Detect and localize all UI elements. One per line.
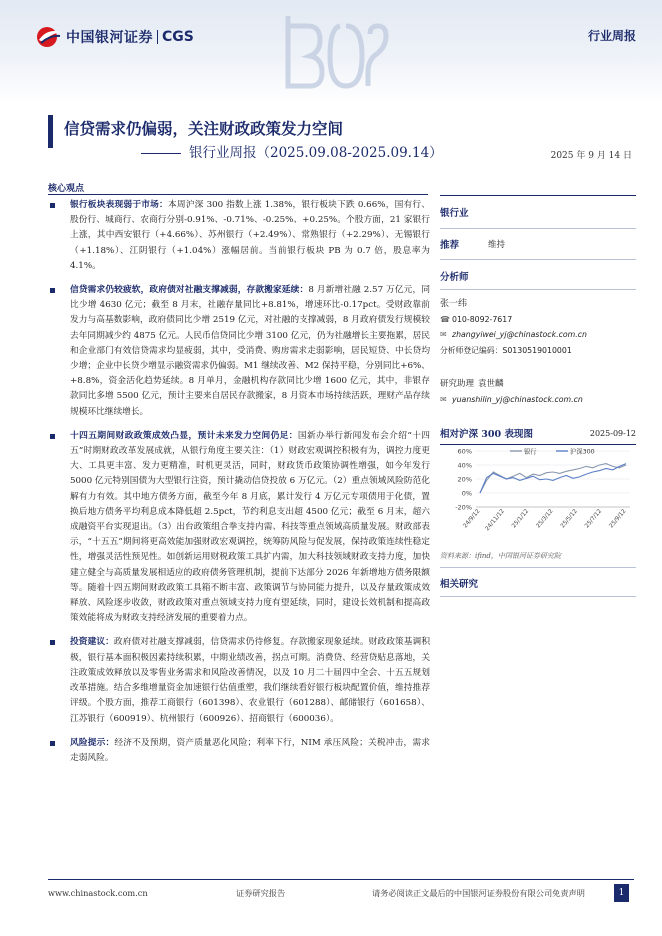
- assistant-email-row: [440, 395, 636, 404]
- bullet-lead: 信贷需求仍较疲软，政府债对社融支撑减弱，存款搬家延续：: [70, 285, 309, 296]
- chart-header: [440, 426, 636, 440]
- email-icon: ✉: [440, 395, 447, 404]
- core-views-list: [50, 198, 430, 775]
- phone-icon: ☎: [440, 315, 450, 324]
- analyst-email-row: [440, 330, 636, 339]
- chart-date: 2025-09-12: [589, 428, 636, 438]
- chart-y-tick-label: 40%: [457, 461, 472, 470]
- footer-doc-type: 证券研究报告: [236, 888, 286, 898]
- page-title: 信贷需求仍偏弱，关注财政政策发力空间: [64, 119, 344, 138]
- assistant-row: [440, 377, 636, 389]
- brand-separator: [157, 30, 158, 44]
- bullet-body: 政府债对社融支撑减弱，信贷需求仍待修复。存款搬家现象延续。财政政策基调积极，银行基本面积极因素持续积累，中期业绩改善，拐点可期。消费贷、经营贷贴息落地，关注政策成效释放以及零售业务需求和风险改善情况，以及 10 月二十届四中全会、十五五规划改革措施。结合多维增量资金加速银行估值重塑，我们继续看好银行板块配置价值，维持推荐评级。个股方面，推荐工商银行（601398）、农业银行（601288）、邮储银行（601658）、江苏银行（600919）、杭州银行（600926）、招商银行（600036）。: [70, 637, 431, 724]
- chart-source: 资料来源：ifind，中国银河证券研究院: [440, 552, 561, 560]
- chart-x-tick-label: 25/9/12: [608, 508, 628, 530]
- analyst-heading: 分析师: [440, 272, 469, 283]
- report-date: 2025 年 9 月 14 日: [550, 151, 632, 161]
- bullet-sector-performance: [50, 198, 430, 274]
- bullet-body: 国新办举行新闻发布会介绍“十四五”时期财政改革发展成就，从银行角度主要关注：（1）财政宏观调控积极有为，调控力度更大、工具更丰富、发力更精准，时机更灵活，同时，财政货币政策协调性增强，如今年发行 5000 亿元特别国债为大型银行注资，预计撬动信贷投放 6 万亿元。（2）重点领域风险防范化解有力有效。其中地方债务方面，截至今年 8 月底，累计发行 4 万亿元专项债用于化债，置换后地方债务平均利息成本降低超 2.5pct，节约利息支出超 4500 亿元；截至 6 月末，超六成融资平台实现退出。（3）出台政策组合拳支持内需、科技等重点领域高质量发展。财政部表示，“十五五”期间将更高效能加强财政宏观调控，统筹防风险与促发展，保持政策连续性稳定性，增强灵活性预见性。如创新运用财税政策工具扩内需，加大科技领域财政支持力度，加快建立健全与高质量发展相适应的政府债务管理机制，提前下达部分 2026 年新增地方债务限额等。随着十四五期间财政政策工具箱不断丰富、政策调节与协同能力提升，以及存量政策成效释放、风险逐步收敛，财政政策对重点领域支持力度有望延续，同时，建设长效机制和提高政策效能将成为财政支持经济发展的重要着力点。: [70, 430, 430, 624]
- footer-rule: [48, 879, 634, 880]
- chart-y-tick-label: 20%: [457, 475, 472, 484]
- core-views-heading: 核心观点: [48, 184, 85, 194]
- rating-row: [440, 237, 636, 251]
- bullet-credit-demand: [50, 283, 430, 420]
- brand-name-cn: 中国银河证券: [66, 30, 153, 46]
- sidebar-rule: [440, 596, 636, 597]
- chart-x-tick-label: 25/7/12: [584, 508, 604, 530]
- rating-value: 维持: [488, 240, 506, 250]
- industry-label: 银行业: [440, 208, 469, 219]
- bullet-investment-advice: [50, 635, 430, 726]
- footer-disclaimer: 请务必阅读正文最后的中国银河证券股份有限公司免责声明: [372, 888, 585, 898]
- brand-logo[interactable]: [36, 26, 194, 48]
- assistant-email[interactable]: yuanshilin_yj@chinastock.com.cn: [452, 395, 583, 404]
- report-type: 行业周报: [587, 29, 636, 43]
- chart-series-line-csi300: [480, 464, 626, 493]
- bullet-lead: 十四五期间财政政策成效凸显，预计未来发力空间仍足：: [70, 430, 298, 441]
- chart-x-tick-label: 25/5/12: [559, 508, 579, 530]
- chart-legend-label: 银行: [524, 448, 537, 456]
- chart-title: 相对沪深 300 表现图: [440, 429, 533, 440]
- bullet-body: 8 月新增社融 2.57 万亿元，同比少增 4630 亿元；截至 8 月末，社融存量同比+8.81%，增速环比-0.17pct。受财政靠前发力与高基数影响，政府债同比少增 2519 亿元，对社融的支撑减弱，8 月政府债发行规模较去年同期减少约 4875 亿元。人民币信贷同比少增 3100 亿元，仍为社融增长主要拖累，居民和企业部门有效信贷需求均显疲弱，其中，受消费、购房需求走弱影响，居民短贷、中长贷均少增；企业中长贷少增显示融资需求仍偏弱。M1 继续改善、M2 保持平稳，分别同比+6%、+8.8%，资金活化趋势延续。8 月单月，金融机构存款同比少增 1600 亿元，其中，非银存款同比多增 5500 亿元，预计主要来自居民存款搬家，8 月资本市场持续活跃，理财产品存续规模环比继续增长。: [70, 285, 431, 417]
- bullet-lead: 银行板块表现弱于市场：: [70, 200, 168, 210]
- chart-y-tick-label: -20%: [455, 503, 472, 512]
- analyst-registration: 分析师登记编码：S0130519010001: [440, 346, 572, 355]
- chart-y-tick-label: 60%: [457, 447, 472, 456]
- chart-x-tick-label: 24/9/12: [462, 508, 482, 530]
- analyst-email[interactable]: zhangyiwei_yj@chinastock.com.cn: [452, 330, 587, 339]
- chart-x-tick-label: 24/11/12: [484, 508, 506, 533]
- title-accent-bar: [48, 115, 53, 148]
- sidebar: [440, 195, 636, 597]
- bullet-lead: 投资建议：: [70, 637, 114, 648]
- header-decoration: [280, 6, 390, 101]
- bullet-body: 本周沪深 300 指数上涨 1.38%，银行板块下跌 0.66%，国有行、股份行、城商行、农商行分别-0.91%、-0.71%、-0.25%、+0.25%。个股方面，21 家银行上涨，其中西安银行（+4.66%）、苏州银行（+2.49%）、常熟银行（+2.29%）、无锡银行（+1.18%）、江阴银行（+1.04%）涨幅居前。当前银行板块 PB 为 0.7 倍，股息率为 4.1%。: [70, 200, 431, 271]
- subtitle-dash: [141, 153, 181, 154]
- assistant-label: 研究助理: [440, 379, 475, 389]
- bullet-lead: 风险提示：: [70, 737, 115, 748]
- bullet-body: 经济不及预期，资产质量恶化风险；利率下行，NIM 承压风险；关税冲击，需求走弱风险。: [70, 737, 430, 763]
- sidebar-top-rule: [440, 195, 636, 196]
- bullet-fiscal-policy: [50, 429, 430, 627]
- email-icon: ✉: [440, 330, 447, 339]
- bullet-risk-warning: [50, 736, 430, 766]
- subtitle-text: 银行业周报（2025.09.08-2025.09.14）: [189, 145, 443, 161]
- analyst-name: 张一纬: [440, 299, 468, 309]
- chart-x-tick-label: 25/1/12: [511, 508, 531, 530]
- header-band: [0, 0, 662, 103]
- analyst-phone-row: [440, 315, 636, 324]
- sidebar-rule: [440, 289, 636, 290]
- chart-y-tick-label: 0%: [461, 489, 472, 498]
- analyst-phone: 010-8092-7617: [452, 315, 513, 324]
- chart-series-line-bank: [480, 464, 626, 493]
- related-research-heading[interactable]: 相关研究: [440, 579, 479, 590]
- rating-label: 推荐: [440, 240, 460, 251]
- sidebar-rule: [440, 259, 636, 260]
- sidebar-rule: [440, 228, 636, 229]
- page-number: 1: [614, 884, 629, 902]
- sidebar-rule: [440, 567, 636, 568]
- page-subtitle: [141, 141, 443, 161]
- galaxy-logo-icon: [36, 26, 62, 48]
- core-views-rule: [48, 194, 428, 195]
- brand-name-en: CGS: [162, 29, 194, 45]
- chart-x-tick-label: 25/3/12: [535, 508, 555, 530]
- assistant-name: 袁世麟: [478, 379, 504, 389]
- chart-legend-label: 沪深300: [570, 448, 595, 456]
- footer-website[interactable]: www.chinastock.com.cn: [48, 888, 148, 898]
- performance-chart: [440, 445, 636, 547]
